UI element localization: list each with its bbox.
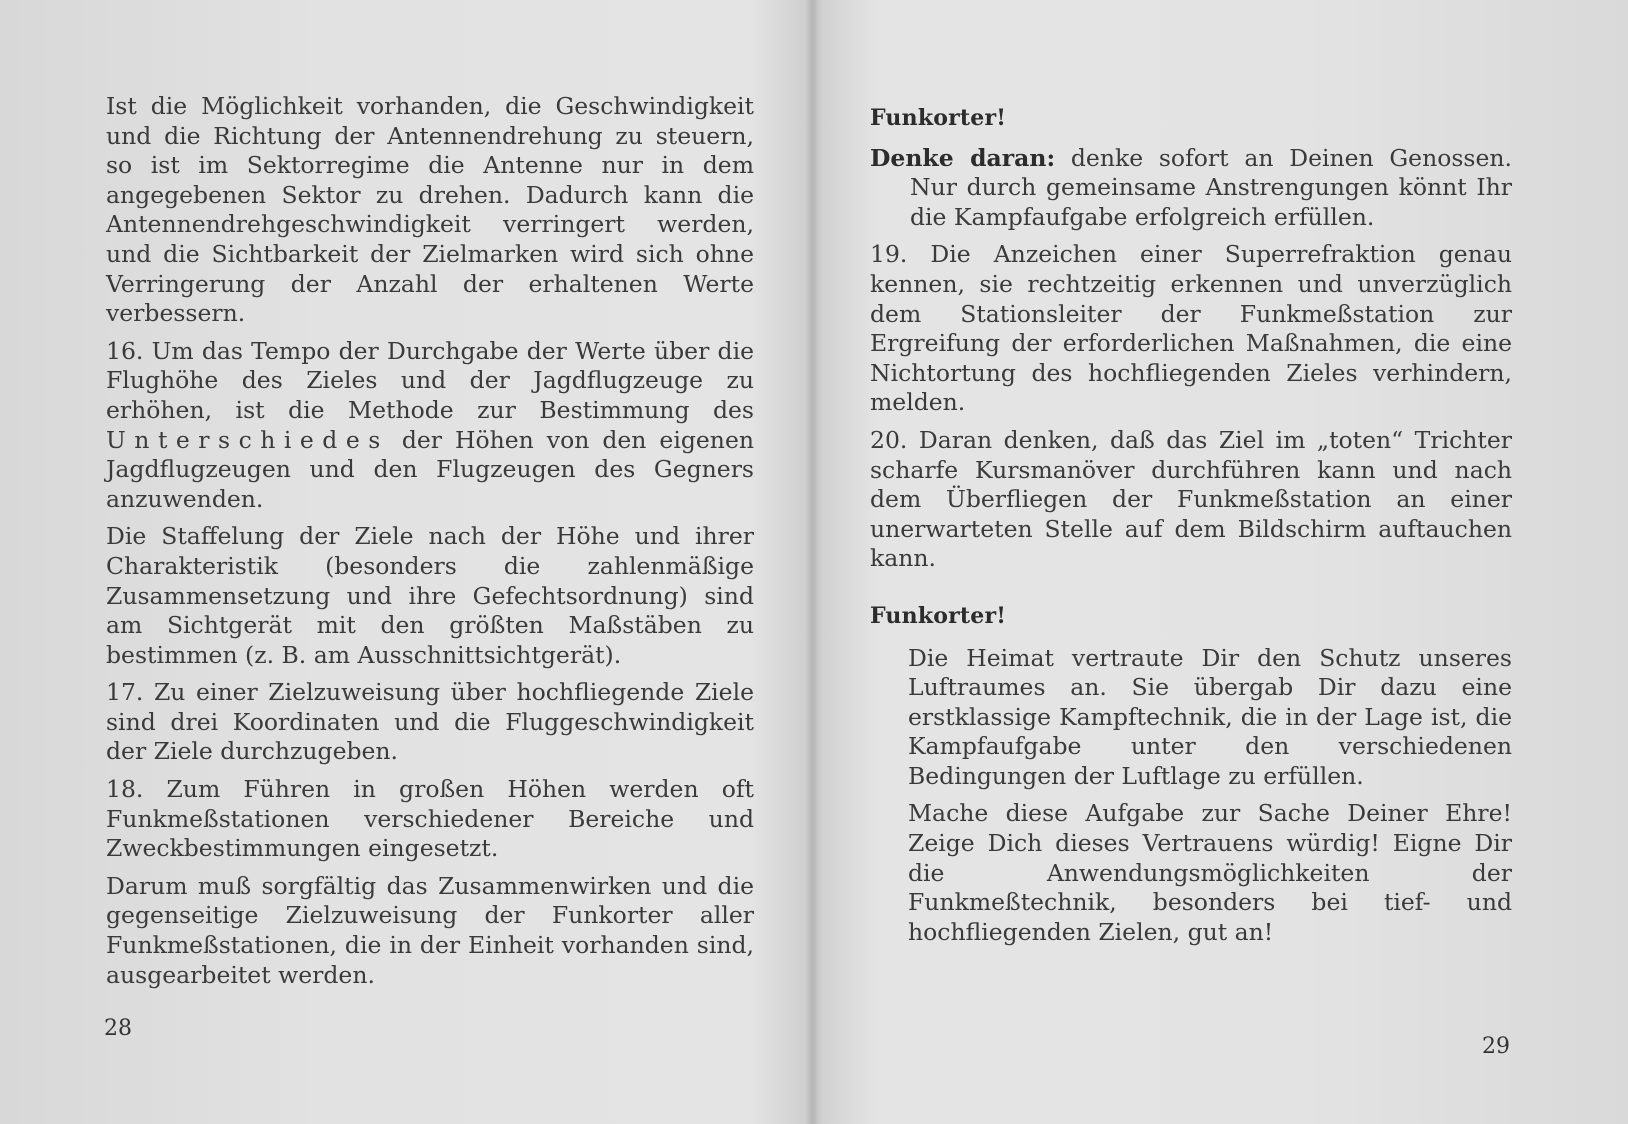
paragraph-sektorregime: Ist die Möglichkeit vorhanden, die Geschwindigkeit und die Richtung der Antennendrehung zu steuern, so ist im Sektorregime die Antenne nur in dem angegebenen Sektor zu drehen. Dadurch kann die Antennendrehgeschwindigkeit verringert werden, und die Sichtbarkeit der Zielmarken wird sich ohne Verringerung der Anzahl der erhaltenen Werte verbessern. — [106, 92, 754, 328]
item-16-text-a: 16. Um das Tempo der Durchgabe der Werte über die Flughöhe des Zieles und der Jagdflugzeuge zu erhöhen, ist die Methode zur Bestimmung des — [106, 336, 754, 424]
item-17: 17. Zu einer Zielzuweisung über hochfliegende Ziele sind drei Koordinaten und die Fluggeschwindigkeit der Ziele durchzugeben. — [106, 678, 754, 766]
paragraph-staffelung: Die Staffelung der Ziele nach der Höhe und ihrer Charakteristik (besonders die zahlenmäßige Zusammensetzung und ihre Gefechtsordnung) sind am Sichtgerät mit den größten Maßstäben zu bestimmen (z. B. am Ausschnittsichtgerät). — [106, 522, 754, 669]
item-16-emphasis: Unterschiedes — [106, 425, 389, 454]
item-19: 19. Die Anzeichen einer Superrefraktion genau kennen, sie rechtzeitig erkennen und unverzüglich dem Stationsleiter der Funkmeßstation zur Ergreifung der erforderlichen Maßnahmen, die eine Nichtortung des hochfliegenden Zieles verhindern, melden. — [870, 240, 1512, 417]
page-number-right: 29 — [1482, 1034, 1510, 1059]
denke-daran-lead: Denke daran: — [870, 143, 1056, 172]
item-18: 18. Zum Führen in großen Höhen werden oft Funkmeßstationen verschiedener Bereiche und Zweckbestimmungen eingesetzt. — [106, 775, 754, 863]
item-16-text-b: der Höhen von den eigenen Jagdflugzeugen und den Flugzeugen des Gegners anzuwenden. — [106, 425, 754, 513]
left-text-column — [106, 92, 754, 998]
right-text-column — [870, 104, 1512, 955]
page-number-left: 28 — [104, 1016, 132, 1041]
denke-daran-text: denke sofort an Deinen Genossen. Nur durch gemeinsame Anstrengungen könnt Ihr die Kampfaufgabe erfolgreich erfüllen. — [910, 143, 1513, 231]
section-heading-2: Funkorter! — [870, 602, 1007, 629]
item-20: 20. Daran denken, daß das Ziel im „toten“ Trichter scharfe Kursmanöver durchführen kann und nach dem Überfliegen der Funkmeßstation an einer unerwarteten Stelle auf dem Bildschirm auftauchen kann. — [870, 425, 1512, 573]
paragraph-heimat: Die Heimat vertraute Dir den Schutz unseres Luftraumes an. Sie übergab Dir dazu eine erstklassige Kampftechnik, die in der Lage ist, die Kampfaufgabe unter den verschiedenen Bedingungen der Luftlage zu erfüllen. — [908, 643, 1512, 790]
section-heading-1: Funkorter! — [870, 105, 1007, 131]
item-16 — [106, 337, 754, 515]
paragraph-denke-daran — [870, 144, 1512, 233]
paragraph-mache: Mache diese Aufgabe zur Sache Deiner Ehre! Zeige Dich dieses Vertrauens würdig! Eigne Dir die Anwendungsmöglichkeiten der Funkmeßtechnik, besonders bei tief- und hochfliegenden Zielen, gut an! — [908, 799, 1512, 946]
paragraph-darum: Darum muß sorgfältig das Zusammenwirken und die gegenseitige Zielzuweisung der Funkorter aller Funkmeßstationen, die in der Einheit vorhanden sind, ausgearbeitet werden. — [106, 871, 754, 989]
right-page — [814, 0, 1628, 1124]
